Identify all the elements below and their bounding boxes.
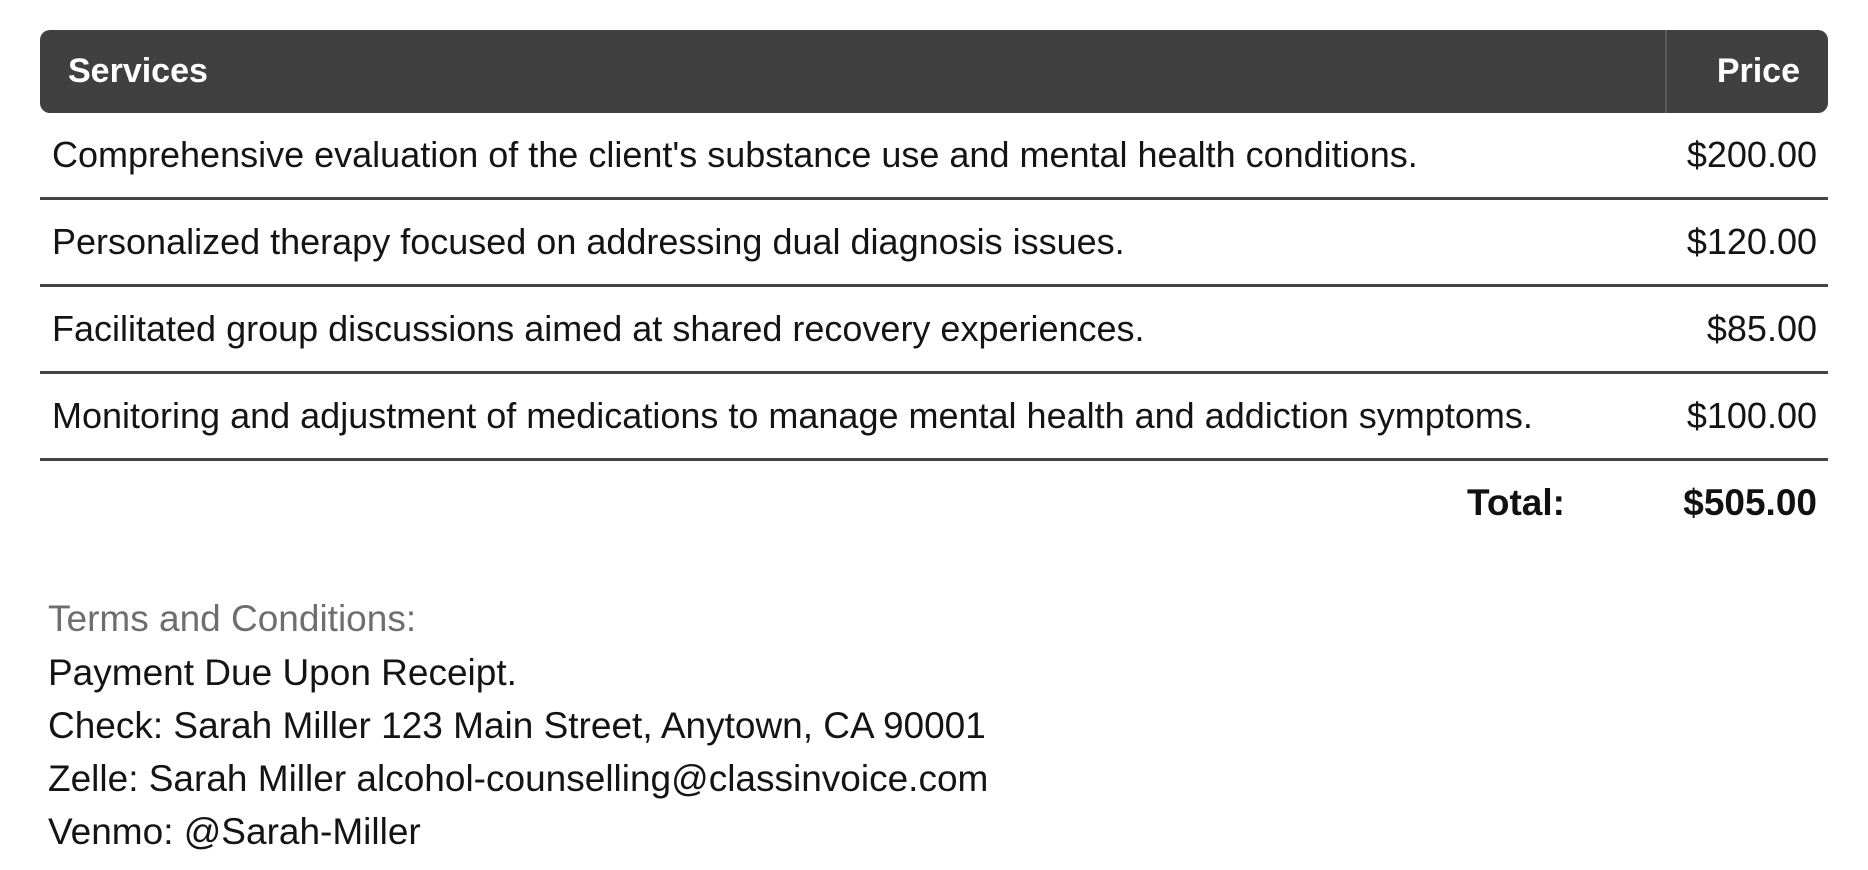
column-header-price: Price <box>1665 30 1828 113</box>
service-price: $200.00 <box>1686 134 1817 175</box>
service-description: Personalized therapy focused on addressing dual diagnosis issues. <box>52 221 1125 262</box>
table-row <box>40 113 1828 200</box>
service-price: $85.00 <box>1706 308 1817 349</box>
terms-line-payment: Payment Due Upon Receipt. <box>48 652 517 693</box>
table-row <box>40 374 1828 461</box>
terms-section <box>48 591 1828 858</box>
terms-line-zelle: Zelle: Sarah Miller alcohol-counselling@classinvoice.com <box>48 758 989 799</box>
table-row <box>40 200 1828 287</box>
service-description: Facilitated group discussions aimed at shared recovery experiences. <box>52 308 1145 349</box>
service-description: Monitoring and adjustment of medications to manage mental health and addiction symptoms. <box>52 395 1533 436</box>
service-price: $100.00 <box>1686 395 1817 436</box>
services-table <box>40 30 1828 545</box>
total-label: Total: <box>1467 482 1565 523</box>
service-price: $120.00 <box>1686 221 1817 262</box>
total-value: $505.00 <box>1683 482 1817 523</box>
terms-heading: Terms and Conditions: <box>48 598 417 639</box>
table-header-row <box>40 30 1828 113</box>
terms-line-check: Check: Sarah Miller 123 Main Street, Anytown, CA 90001 <box>48 705 986 746</box>
terms-line-venmo: Venmo: @Sarah-Miller <box>48 811 421 852</box>
service-description: Comprehensive evaluation of the client's substance use and mental health conditions. <box>52 134 1418 175</box>
table-row <box>40 287 1828 374</box>
total-row <box>40 461 1828 545</box>
column-header-services: Services <box>68 52 208 90</box>
